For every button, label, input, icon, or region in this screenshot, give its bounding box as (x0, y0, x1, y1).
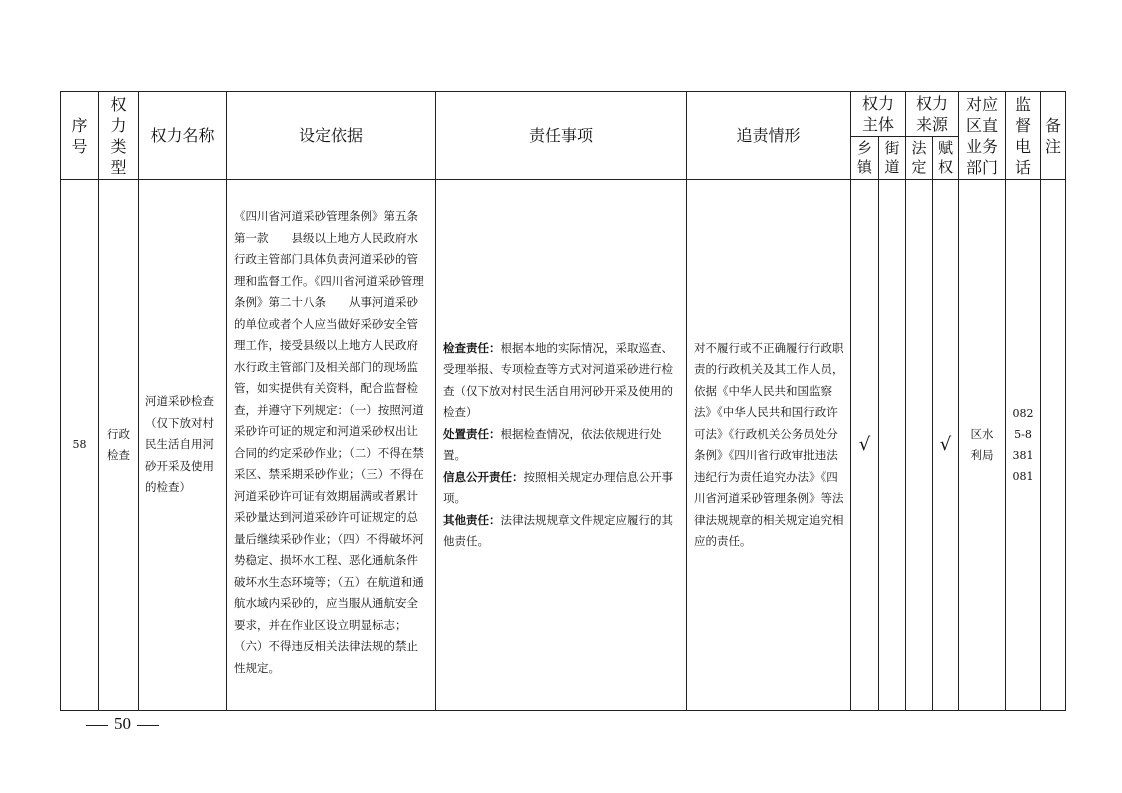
check-mark-granted: √ (933, 180, 959, 711)
header-seq: 序号 (61, 92, 99, 180)
row-accountability: 对不履行或不正确履行行政职责的行政机关及其工作人员，依据《中华人民共和国监察法》《中华人民共和国行政许可法》《行政机关公务员处分条例》《四川省行政审批违法违纪行为责任追究办法》《四川省河道采砂管理条例》等法律法规规章的相关规定追究相应的责任。 (687, 180, 851, 711)
row-phone: 0825-8381081 (1006, 180, 1041, 711)
header-remark: 备注 (1041, 92, 1066, 180)
row-basis: 《四川省河道采砂管理条例》第五条第一款 县级以上地方人民政府水行政主管部门具体负责河道采砂的管理和监督工作。《四川省河道采砂管理条例》第二十八条 从事河道采砂的单位或者个人应当做好采砂安全管理工作，接受县级以上地方人民政府水行政主管部门及相关部门的现场监管，如实提供有关资料，配合监督检查，并遵守下列规定：（一）按照河道采砂许可证的规定和河道采砂权出让合同的约定采砂作业；（二）不得在禁采区、禁采期采砂作业；（三）不得在河道采砂许可证有效期届满或者累计采砂量达到河道采砂许可证规定的总量后继续采砂作业；（四）不得破坏河势稳定、损坏水工程、恶化通航条件破坏水生态环境等；（五）在航道和通航水域内采砂的，应当服从通航安全要求，并在作业区设立明显标志；（六）不得违反相关法律法规的禁止性规定。 (227, 180, 436, 711)
resp-check: 检查责任：根据本地的实际情况，采取巡查、受理举报、专项检查等方式对河道采砂进行检查（仅下放对村民生活自用河砂开采及使用的检查） (443, 340, 673, 419)
check-mark-town: √ (851, 180, 879, 711)
header-source: 权力来源 (906, 92, 959, 137)
check-mark-legal (906, 180, 933, 711)
power-list-table (60, 91, 1066, 711)
footer-dash-right (137, 725, 159, 726)
header-phone: 监督电话 (1006, 92, 1041, 180)
page-number: 50 (114, 714, 131, 733)
row-remark (1041, 180, 1066, 711)
resp-info: 信息公开责任：按照相关规定办理信息公开事项。 (443, 469, 673, 505)
header-subject: 权力主体 (851, 92, 906, 137)
header-basis: 设定依据 (227, 92, 436, 180)
page-footer (80, 714, 165, 734)
header-source-legal: 法定 (906, 137, 933, 180)
resp-handle: 处置责任：根据检查情况，依法依规进行处置。 (443, 426, 662, 462)
row-name: 河道采砂检查（仅下放对村民生活自用河砂开采及使用的检查） (139, 180, 227, 711)
header-subject-town: 乡镇 (851, 137, 879, 180)
row-seq: 58 (61, 180, 99, 711)
table-row (61, 180, 1066, 711)
header-responsibility: 责任事项 (436, 92, 687, 180)
header-name: 权力名称 (139, 92, 227, 180)
row-type: 行政检查 (99, 180, 139, 711)
row-dept: 区水利局 (959, 180, 1006, 711)
header-type: 权力类型 (99, 92, 139, 180)
row-responsibility (436, 180, 687, 711)
header-dept: 对应区直业务部门 (959, 92, 1006, 180)
footer-dash-left (86, 725, 108, 726)
resp-other: 其他责任：法律法规规章文件规定应履行的其他责任。 (443, 512, 673, 548)
check-mark-street (879, 180, 906, 711)
header-row-top (61, 92, 1066, 137)
header-accountability: 追责情形 (687, 92, 851, 180)
header-source-granted: 赋权 (933, 137, 959, 180)
header-subject-street: 街道 (879, 137, 906, 180)
